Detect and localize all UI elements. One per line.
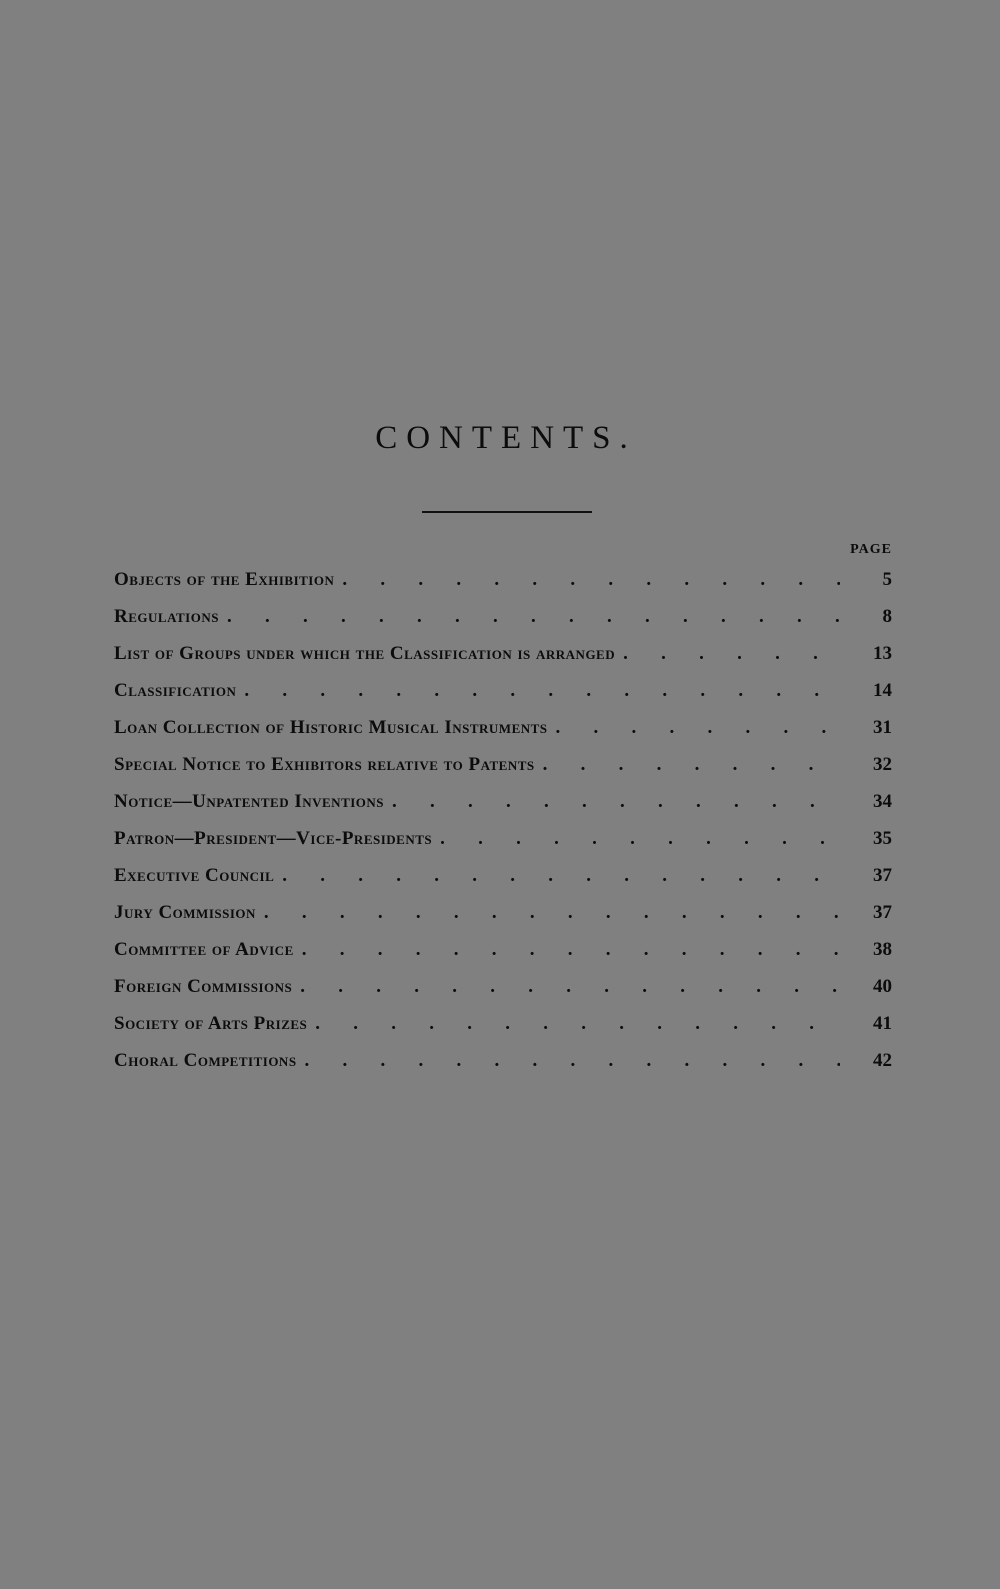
toc-entry bbox=[114, 783, 892, 820]
toc-entry-page: 8 bbox=[882, 606, 892, 627]
toc-entry bbox=[114, 598, 892, 635]
toc-entry-page: 34 bbox=[873, 791, 892, 812]
toc-entry-page: 40 bbox=[873, 976, 892, 997]
dot-leader bbox=[244, 672, 840, 709]
toc-entry bbox=[114, 561, 892, 598]
toc-entry-title: Executive Council bbox=[114, 865, 275, 886]
toc-entry bbox=[114, 709, 892, 746]
toc-entry-title: Patron—President—Vice-Presidents bbox=[114, 828, 433, 849]
dot-leader bbox=[282, 857, 840, 894]
toc-entry-title: Objects of the Exhibition bbox=[114, 569, 335, 590]
toc-entry-title: Choral Competitions bbox=[114, 1050, 297, 1071]
toc-entry-page: 37 bbox=[873, 865, 892, 886]
toc-entry-title: Jury Commission bbox=[114, 902, 256, 923]
toc-entry bbox=[114, 1042, 892, 1079]
dot-leader bbox=[543, 746, 840, 783]
toc-entry-title: Classification bbox=[114, 680, 237, 701]
toc-entry-page: 31 bbox=[873, 717, 892, 738]
toc-entry-page: 5 bbox=[882, 569, 892, 590]
toc-entry-title: Loan Collection of Historic Musical Instruments bbox=[114, 717, 548, 738]
toc-entry bbox=[114, 931, 892, 968]
dot-leader bbox=[392, 783, 840, 820]
toc-entry bbox=[114, 968, 892, 1005]
page-column-label: PAGE bbox=[850, 542, 892, 557]
toc-entry-title: Special Notice to Exhibitors relative to Patents bbox=[114, 754, 535, 775]
dot-leader bbox=[305, 1042, 840, 1079]
toc-entry bbox=[114, 746, 892, 783]
dot-leader bbox=[623, 635, 840, 672]
toc-entry-title: Committee of Advice bbox=[114, 939, 294, 960]
dot-leader bbox=[342, 561, 840, 598]
toc-entry bbox=[114, 635, 892, 672]
toc-entry bbox=[114, 672, 892, 709]
toc-entry bbox=[114, 820, 892, 857]
toc-entry bbox=[114, 1005, 892, 1042]
toc-entry-title: Society of Arts Prizes bbox=[114, 1013, 308, 1034]
toc-entry-page: 32 bbox=[873, 754, 892, 775]
dot-leader bbox=[302, 931, 840, 968]
page-title: CONTENTS. bbox=[375, 420, 637, 456]
toc-entry-title: Notice—Unpatented Inventions bbox=[114, 791, 385, 812]
title-rule bbox=[422, 511, 592, 513]
toc-entry-page: 14 bbox=[873, 680, 892, 701]
dot-leader bbox=[556, 709, 840, 746]
toc-entry-page: 41 bbox=[873, 1013, 892, 1034]
toc-entry-title: Regulations bbox=[114, 606, 219, 627]
toc-entry-title: List of Groups under which the Classification is arranged bbox=[114, 643, 616, 664]
dot-leader bbox=[440, 820, 840, 857]
dot-leader bbox=[315, 1005, 840, 1042]
toc-entry-page: 38 bbox=[873, 939, 892, 960]
dot-leader bbox=[300, 968, 840, 1005]
toc-entry-page: 37 bbox=[873, 902, 892, 923]
toc-entry-page: 42 bbox=[873, 1050, 892, 1071]
dot-leader bbox=[227, 598, 840, 635]
toc-entry bbox=[114, 894, 892, 931]
dot-leader bbox=[264, 894, 840, 931]
toc-entry-page: 13 bbox=[873, 643, 892, 664]
toc-entry-page: 35 bbox=[873, 828, 892, 849]
toc-entry-title: Foreign Commissions bbox=[114, 976, 293, 997]
toc-entry bbox=[114, 857, 892, 894]
contents-list bbox=[114, 561, 892, 1079]
